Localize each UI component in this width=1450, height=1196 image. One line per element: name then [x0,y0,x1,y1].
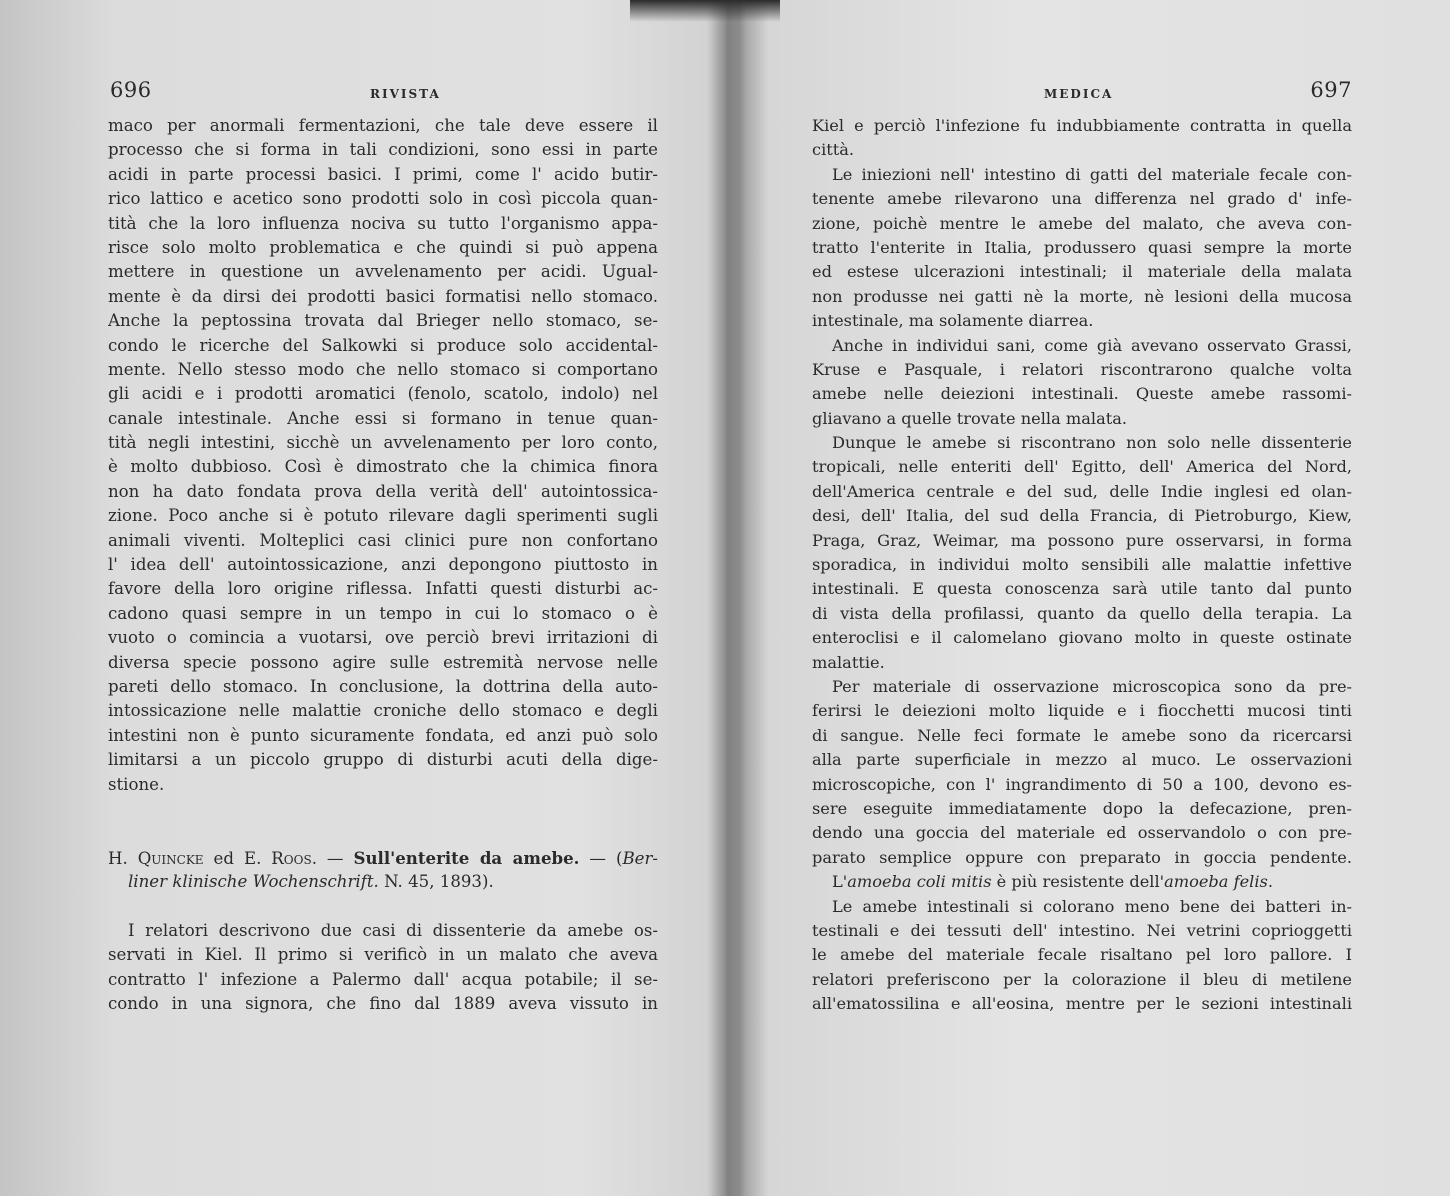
text-line: L'amoeba coli mitis è più resistente dell'amoeba felis. [832,872,1273,892]
text-line: tità negli intestini, sicchè un avvelenamento per loro conto, [108,433,658,453]
text-line: ferirsi le deiezioni molto liquide e i fiocchetti mucosi tinti [812,701,1352,721]
text-line: città. [812,140,855,160]
text-line: tratto l'enterite in Italia, produssero quasi sempre la morte [812,237,1352,257]
text-line: non produsse nei gatti nè la morte, nè lesioni della mucosa [812,286,1352,306]
text-line: Le iniezioni nell' intestino di gatti del materiale fecale con- [832,164,1352,184]
text-line: maco per anormali fermentazioni, che tale deve essere il [108,116,658,135]
text-line: mente è da dirsi dei prodotti basici formatisi nello stomaco. [108,286,658,306]
text-line: è molto dubbioso. Così è dimostrato che la chimica finora [108,457,658,477]
text-line: le amebe del materiale fecale risaltano pel loro pallore. I [812,945,1352,965]
right-page-body [812,114,1352,1016]
paragraph [812,895,1352,1017]
text-line: stione. [108,774,165,794]
text-line: enteroclisi e il calomelano giovano molto in queste ostinate [812,628,1352,648]
text-line: intestinali. E questa conoscenza sarà utile tanto dal punto [812,579,1352,599]
text-line: l' idea dell' autointossicazione, anzi depongono piuttosto in [108,555,658,575]
text-line: rico lattico e acetico sono prodotti solo in così piccola quan- [108,189,658,209]
text-line: zione, poichè mentre le amebe del malato, che aveva con- [812,213,1352,233]
text-line: tropicali, nelle enteriti dell' Egitto, dell' America del Nord, [812,457,1352,477]
text-line: cadono quasi sempre in un tempo in cui lo stomaco o è [108,603,658,623]
text-line: amebe nelle deiezioni intestinali. Queste amebe rassomi- [812,384,1352,404]
text-line: risce solo molto problematica e che quindi si può appena [108,237,658,257]
text-line: Dunque le amebe si riscontrano non solo nelle dissenterie [832,433,1352,453]
text-line: animali viventi. Molteplici casi clinici pure non confortano [108,530,658,550]
text-line: favore della loro origine riflessa. Infatti questi disturbi ac- [108,579,658,599]
text-line: ed estese ulcerazioni intestinali; il materiale della malata [812,262,1352,282]
text-line: canale intestinale. Anche essi si formano in tenue quan- [108,408,658,428]
text-line: dendo una goccia del materiale ed osservandolo o con pre- [812,823,1352,843]
paragraph [812,163,1352,334]
text-line: Kruse e Pasquale, i relatori riscontrarono qualche volta [812,359,1352,379]
right-page-header [812,78,1352,108]
text-line: microscopiche, con l' ingrandimento di 50 a 100, devono es- [812,774,1352,794]
text-line: malattie. [812,652,885,672]
text-line: intossicazione nelle malattie croniche dello stomaco e degli [108,701,658,721]
text-line: zione. Poco anche si è potuto rilevare dagli sperimenti sugli [108,506,658,526]
text-line: alla parte superficiale in mezzo al muco. Le osservazioni [812,750,1352,770]
paragraph [108,114,658,797]
paragraph [812,431,1352,675]
article-title: Sull'enterite da amebe. [353,847,580,868]
text-line: pareti dello stomaco. In conclusione, la dottrina della auto- [108,676,658,696]
text-line: non ha dato fondata prova della verità dell' autointossica- [108,481,658,501]
text-line: mente. Nello stesso modo che nello stomaco si comportano [108,359,658,379]
text-line: di vista della profilassi, quanto da quello della terapia. La [812,603,1352,623]
text-line: testinali e dei tessuti dell' intestino. Nei vetrini coprioggetti [812,920,1352,940]
citation-line: liner klinische Wochenschrift. N. 45, 1893). [128,872,494,892]
text-line: diversa specie possono agire sulle estremità nervose nelle [108,652,658,672]
book-gutter [706,0,746,1196]
citation-line: H. Quincke ed E. Roos. — Sull'enterite da amebe. — (Ber- [108,847,658,868]
text-line: all'ematossilina e all'eosina, mentre per le sezioni intestinali [812,994,1352,1014]
text-line: limitarsi a un piccolo gruppo di disturbi acuti della dige- [108,750,658,770]
text-line: Le amebe intestinali si colorano meno bene dei batteri in- [832,896,1352,916]
citation-author: E. Roos. [243,848,317,868]
text-line: dell'America centrale e del sud, delle Indie inglesi ed olan- [812,481,1352,501]
text-line: desi, dell' Italia, del sud della Francia, di Pietroburgo, Kiew, [812,506,1352,526]
paragraph [812,114,1352,163]
journal-name: liner klinische Wochenschrift. [128,872,379,892]
text-line: processo che si forma in tali condizioni, sono essi in parte [108,140,658,160]
spine-shadow [630,0,780,22]
text-line: gli acidi e i prodotti aromatici (fenolo, scatolo, indolo) nel [108,384,658,404]
text-line: I relatori descrivono due casi di dissenterie da amebe os- [128,920,658,940]
text-line: servati in Kiel. Il primo si verificò in un malato che aveva [108,945,658,965]
text-line: Praga, Graz, Weimar, ma possono pure osservarsi, in forma [812,530,1352,550]
page-number: 697 [1310,78,1352,102]
paragraph [812,334,1352,432]
text-line: sporadica, in individui molto sensibili alle malattie infettive [812,555,1352,575]
text-line: vuoto o comincia a vuotarsi, ove perciò brevi irritazioni di [108,628,658,648]
paragraph [812,675,1352,870]
text-line: acidi in parte processi basici. I primi, come l' acido butir- [108,164,658,184]
species-name: amoeba coli mitis [847,872,992,892]
text-line: contratto l' infezione a Palermo dall' acqua potabile; il se- [108,969,658,989]
text-line: condo le ricerche del Salkowki si produce solo accidental- [108,335,658,355]
text-line: parato semplice oppure con preparato in goccia pendente. [812,847,1352,867]
left-page-header [108,78,658,108]
text-line: relatori preferiscono per la colorazione il bleu di metilene [812,969,1352,989]
text-line: Per materiale di osservazione microscopica sono da pre- [832,676,1352,696]
paragraph [108,919,658,1017]
left-page-body [108,114,658,1016]
text-line: tenente amebe rilevarono una differenza nel grado d' infe- [812,189,1352,209]
species-name: amoeba felis [1164,872,1268,892]
text-line: Kiel e perciò l'infezione fu indubbiamente contratta in quella [812,116,1352,135]
running-head: MEDICA [1044,87,1114,101]
text-line: Anche in individui sani, come già avevano osservato Grassi, [832,335,1352,355]
text-line: sere eseguite immediatamente dopo la defecazione, pren- [812,798,1352,818]
running-head: RIVISTA [370,87,441,101]
text-line: intestinale, ma solamente diarrea. [812,311,1094,331]
text-line: intestini non è punto sicuramente fondata, ed anzi può solo [108,725,658,745]
text-line: gliavano a quelle trovate nella malata. [812,408,1128,428]
text-line: di sangue. Nelle feci formate le amebe sono da ricercarsi [812,725,1352,745]
text-line: mettere in questione un avvelenamento per acidi. Ugual- [108,262,658,282]
citation-author: H. Quincke [108,848,204,868]
text-line: Anche la peptossina trovata dal Brieger nello stomaco, se- [108,311,658,331]
text-line: tità che la loro influenza nociva su tutto l'organismo appa- [108,213,658,233]
text-line: condo in una signora, che fino dal 1889 aveva vissuto in [108,994,658,1014]
page-number: 696 [110,78,152,102]
